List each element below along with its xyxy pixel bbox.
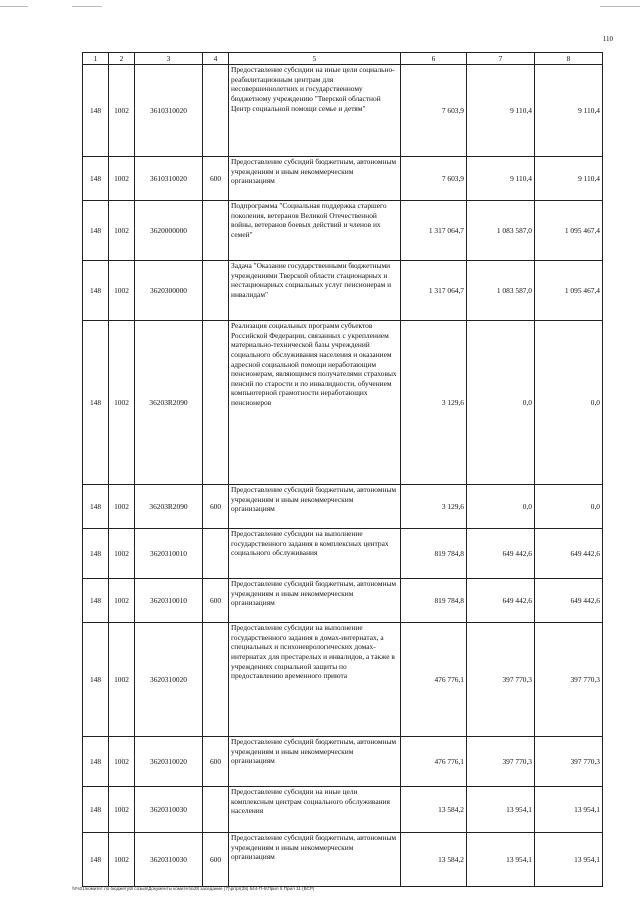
cell-amount-year2: 397 770,3	[467, 623, 535, 737]
cell-code-ministry: 148	[83, 65, 109, 157]
cell-amount-year1: 476 776,1	[401, 623, 467, 737]
cell-description: Предоставление субсидий бюджетным, автономным учреждениям и иным некоммерческим организациям	[229, 737, 401, 787]
cell-amount-year1: 1 317 064,7	[401, 261, 467, 321]
cell-description: Предоставление субсидии на иные цели социально-реабилитационным центрам для несовершеннолетних и государственному бюджетному учреждению "Тверской областной Центр социальной помощи семье и детям"	[229, 65, 401, 157]
cell-code-target: 3620300000	[135, 261, 203, 321]
cell-amount-year2: 13 954,1	[467, 787, 535, 833]
cell-amount-year1: 13 584,2	[401, 787, 467, 833]
cell-amount-year3: 1 095 467,4	[535, 261, 603, 321]
cell-code-ministry: 148	[83, 623, 109, 737]
cell-code-ministry: 148	[83, 579, 109, 623]
cell-code-expense-type	[203, 65, 229, 157]
cell-code-target: 3620000000	[135, 201, 203, 261]
cell-amount-year2: 649 442,6	[467, 579, 535, 623]
cell-amount-year3: 649 442,6	[535, 529, 603, 579]
cell-code-ministry: 148	[83, 787, 109, 833]
cell-code-target: 3620310010	[135, 529, 203, 579]
table-row	[83, 321, 603, 485]
cell-description: Предоставление субсидий бюджетным, автономным учреждениям и иным некоммерческим организациям	[229, 833, 401, 887]
cell-amount-year2: 397 770,3	[467, 737, 535, 787]
cell-code-section: 1002	[109, 201, 135, 261]
cell-amount-year1: 819 784,8	[401, 579, 467, 623]
cell-code-ministry: 148	[83, 529, 109, 579]
table-row	[83, 579, 603, 623]
cell-code-ministry: 148	[83, 201, 109, 261]
cell-code-expense-type: 600	[203, 485, 229, 529]
cell-amount-year2: 1 083 587,0	[467, 201, 535, 261]
cell-code-target: 3620310030	[135, 833, 203, 887]
table-row	[83, 65, 603, 157]
cell-amount-year3: 397 770,3	[535, 623, 603, 737]
table-row	[83, 485, 603, 529]
cell-code-ministry: 148	[83, 321, 109, 485]
table-row	[83, 261, 603, 321]
cell-amount-year2: 9 110,4	[467, 157, 535, 201]
cell-amount-year3: 13 954,1	[535, 787, 603, 833]
column-header: 4	[203, 53, 229, 65]
cell-code-expense-type	[203, 529, 229, 579]
cell-description: Предоставление субсидий бюджетным, автономным учреждениям и иным некоммерческим организациям	[229, 485, 401, 529]
cell-code-target: 3620310020	[135, 623, 203, 737]
table-row	[83, 529, 603, 579]
cell-code-target: 36203R2090	[135, 321, 203, 485]
cell-code-expense-type: 600	[203, 833, 229, 887]
cell-code-target: 3610310020	[135, 65, 203, 157]
table-row	[83, 201, 603, 261]
column-header: 3	[135, 53, 203, 65]
cell-amount-year3: 13 954,1	[535, 833, 603, 887]
column-header: 2	[109, 53, 135, 65]
cell-amount-year1: 7 603,9	[401, 157, 467, 201]
cell-description: Предоставление субсидий бюджетным, автономным учреждениям и иным некоммерческим организациям	[229, 157, 401, 201]
cell-code-expense-type	[203, 623, 229, 737]
cell-code-target: 3610310020	[135, 157, 203, 201]
cell-amount-year1: 476 776,1	[401, 737, 467, 787]
cell-code-ministry: 148	[83, 157, 109, 201]
cell-amount-year2: 1 083 587,0	[467, 261, 535, 321]
column-header: 1	[83, 53, 109, 65]
cell-amount-year1: 7 603,9	[401, 65, 467, 157]
cell-description: Предоставление субсидий бюджетным, автономным учреждениям и иным некоммерческим организациям	[229, 579, 401, 623]
cell-code-section: 1002	[109, 833, 135, 887]
cell-code-section: 1002	[109, 321, 135, 485]
cell-code-expense-type	[203, 201, 229, 261]
cell-code-section: 1002	[109, 157, 135, 201]
cell-description: Задача "Оказание государственными бюджетными учреждениями Тверской области стационарных и нестационарных социальных услуг пенсионерам и инвалидам"	[229, 261, 401, 321]
table-row	[83, 623, 603, 737]
cell-code-ministry: 148	[83, 833, 109, 887]
file-path-footer: \\Fs01\комитет по бюджету\8 созыв\Документы комитета\28 заседание (7)\pr\pr(28) 544-П-6\Прил 5 Прил 11 (ВСР)	[72, 886, 315, 891]
cell-amount-year2: 649 442,6	[467, 529, 535, 579]
budget-table	[82, 52, 603, 887]
cell-code-target: 36203R2090	[135, 485, 203, 529]
cell-amount-year3: 0,0	[535, 485, 603, 529]
cell-amount-year3: 9 110,4	[535, 157, 603, 201]
cell-code-section: 1002	[109, 261, 135, 321]
cell-code-section: 1002	[109, 737, 135, 787]
cell-amount-year1: 3 129,6	[401, 321, 467, 485]
cell-code-expense-type: 600	[203, 737, 229, 787]
cell-amount-year3: 9 110,4	[535, 65, 603, 157]
cell-amount-year3: 1 095 467,4	[535, 201, 603, 261]
cell-amount-year2: 0,0	[467, 321, 535, 485]
cell-code-section: 1002	[109, 623, 135, 737]
cell-code-target: 3620310010	[135, 579, 203, 623]
cell-code-target: 3620310030	[135, 787, 203, 833]
column-header: 5	[229, 53, 401, 65]
cell-code-expense-type	[203, 787, 229, 833]
scan-artifact-line	[600, 6, 640, 7]
cell-amount-year2: 13 954,1	[467, 833, 535, 887]
cell-code-ministry: 148	[83, 261, 109, 321]
table-body	[83, 65, 603, 887]
cell-amount-year3: 0,0	[535, 321, 603, 485]
cell-amount-year1: 13 584,2	[401, 833, 467, 887]
cell-code-section: 1002	[109, 65, 135, 157]
table-header-row	[83, 53, 603, 65]
cell-description: Предоставление субсидии на выполнение государственного задания в комплексных центрах социального обслуживания	[229, 529, 401, 579]
cell-description: Предоставление субсидии на выполнение государственного задания в домах-интернатах, а специальных и психоневрологических домах-интернатах для престарелых и инвалидов, а также в учреждениях социальной защиты по предоставлению временного приюта	[229, 623, 401, 737]
cell-description: Реализация социальных программ субъектов Российской Федерации, связанных с укреплением материально-технической базы учреждений социального обслуживания населения и оказанием адресной социальной помощи неработающим пенсионерам, являющимся получателями страховых пенсий по старости и по инвалидности, обучением компьютерной грамотности неработающих пенсионеров	[229, 321, 401, 485]
cell-code-section: 1002	[109, 529, 135, 579]
table-row	[83, 833, 603, 887]
scan-artifact-line	[72, 6, 102, 7]
cell-description: Подпрограмма "Социальная поддержка старшего поколения, ветеранов Великой Отечественной войны, ветеранов боевых действий и членов их семей"	[229, 201, 401, 261]
cell-amount-year3: 649 442,6	[535, 579, 603, 623]
cell-code-expense-type	[203, 261, 229, 321]
table-row	[83, 737, 603, 787]
page-number: 110	[602, 35, 613, 43]
cell-code-section: 1002	[109, 485, 135, 529]
cell-amount-year3: 397 770,3	[535, 737, 603, 787]
cell-amount-year1: 3 129,6	[401, 485, 467, 529]
cell-amount-year1: 819 784,8	[401, 529, 467, 579]
cell-code-section: 1002	[109, 579, 135, 623]
cell-amount-year2: 0,0	[467, 485, 535, 529]
cell-description: Предоставление субсидии на иные цели комплексным центрам социального обслуживания населения	[229, 787, 401, 833]
cell-code-expense-type	[203, 321, 229, 485]
cell-code-expense-type: 600	[203, 157, 229, 201]
cell-amount-year1: 1 317 064,7	[401, 201, 467, 261]
cell-amount-year2: 9 110,4	[467, 65, 535, 157]
cell-code-expense-type: 600	[203, 579, 229, 623]
cell-code-ministry: 148	[83, 485, 109, 529]
cell-code-section: 1002	[109, 787, 135, 833]
cell-code-target: 3620310020	[135, 737, 203, 787]
column-header: 6	[401, 53, 467, 65]
column-header: 8	[535, 53, 603, 65]
scan-artifact-line	[0, 6, 28, 7]
cell-code-ministry: 148	[83, 737, 109, 787]
table-row	[83, 787, 603, 833]
column-header: 7	[467, 53, 535, 65]
table-row	[83, 157, 603, 201]
